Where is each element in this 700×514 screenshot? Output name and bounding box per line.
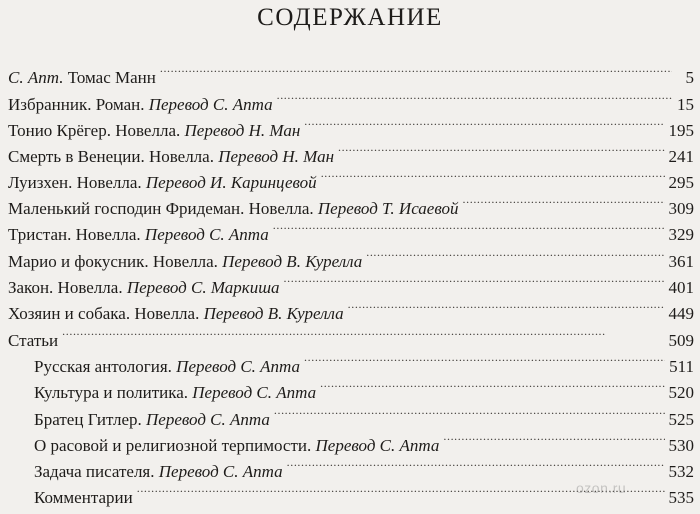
- entry-page-number: 401: [668, 278, 694, 297]
- entry-translator: Перевод Т. Исаевой: [317, 199, 459, 218]
- entry-text: [34, 461, 283, 483]
- entry-translator: Перевод С. Апта: [146, 410, 270, 429]
- dot-leader: [287, 455, 665, 477]
- dot-leader: [274, 403, 665, 425]
- entry-text: [8, 120, 300, 142]
- entry-title: Избранник. Роман.: [8, 95, 145, 114]
- toc-entry: [8, 218, 694, 246]
- entry-text: [34, 435, 439, 457]
- page-title: СОДЕРЖАНИЕ: [257, 4, 443, 31]
- dot-leader: [443, 429, 664, 451]
- entry-title: Хозяин и собака. Новелла.: [8, 304, 200, 323]
- entry-translator: Перевод С. Маркиша: [126, 278, 280, 297]
- entry-page-number: 5: [685, 68, 694, 87]
- entry-title: Томас Манн: [67, 68, 156, 87]
- toc-subentry: [34, 403, 694, 431]
- entry-translator: Перевод Н. Ман: [184, 121, 301, 140]
- entry-text: [8, 330, 58, 352]
- entry-page-number: 535: [668, 488, 694, 507]
- entry-text: [8, 67, 156, 89]
- entry-translator: Перевод Н. Ман: [218, 147, 334, 166]
- dot-leader: [273, 218, 665, 240]
- toc-entry: [8, 61, 694, 89]
- entry-translator: Перевод С. Апта: [192, 383, 317, 402]
- entry-text: [8, 198, 459, 220]
- entry-page-number: 532: [668, 462, 694, 481]
- entry-text: [8, 94, 273, 116]
- dot-leader: [366, 245, 664, 267]
- dot-leader: [284, 271, 665, 293]
- entry-translator: Перевод С. Апта: [148, 95, 273, 114]
- entry-title: Культура и политика.: [34, 383, 189, 402]
- entry-text: [8, 303, 344, 325]
- dot-leader: [463, 192, 665, 214]
- entry-title: Братец Гитлер.: [34, 410, 142, 429]
- entry-text: [8, 251, 362, 273]
- entry-page-number: 520: [668, 383, 694, 402]
- toc-entry: [8, 140, 694, 168]
- entry-title: Луизхен. Новелла.: [8, 173, 142, 192]
- entry-translator: Перевод В. Курелла: [203, 304, 344, 323]
- entry-page-number: 329: [668, 225, 694, 244]
- dot-leader: [304, 114, 664, 136]
- entry-text: [8, 224, 269, 246]
- toc-entry: [8, 192, 694, 220]
- entry-title: Марио и фокусник. Новелла.: [8, 252, 218, 271]
- entry-translator: Перевод С. Апта: [144, 225, 269, 244]
- entry-translator: Перевод С. Апта: [176, 357, 301, 376]
- entry-title: Маленький господин Фридеман. Новелла.: [8, 199, 314, 218]
- entry-page-number: 15: [677, 95, 694, 114]
- entry-page-number: 449: [668, 304, 694, 323]
- entry-page-number: 309: [668, 199, 694, 218]
- dot-leader: [338, 140, 665, 162]
- entry-page-number: 295: [668, 173, 694, 192]
- entry-title: Задача писателя.: [34, 462, 155, 481]
- toc-entry: [8, 271, 694, 299]
- entry-translator: Перевод С. Апта: [158, 462, 283, 481]
- entry-page-number: 195: [668, 121, 694, 140]
- entry-title: Тристан. Новелла.: [8, 225, 141, 244]
- toc-subentry: [34, 350, 694, 378]
- entry-text: [34, 409, 270, 431]
- toc-subentry: [34, 455, 694, 483]
- toc-entry: [8, 297, 694, 325]
- entry-translator: Перевод И. Каринцевой: [145, 173, 317, 192]
- entry-text: [8, 146, 334, 168]
- entry-translator: Перевод С. Апта: [315, 436, 440, 455]
- dot-leader: [321, 166, 665, 188]
- dot-leader: [320, 376, 664, 398]
- entry-title: Закон. Новелла.: [8, 278, 123, 297]
- entry-title: Статьи: [8, 331, 59, 350]
- dot-leader: [304, 350, 665, 372]
- entry-title: Смерть в Венеции. Новелла.: [8, 147, 214, 166]
- toc-entry: [8, 324, 694, 352]
- toc-subentry: [34, 429, 694, 457]
- dot-leader: [348, 297, 665, 319]
- entry-page-number: 525: [668, 410, 694, 429]
- entry-author: С. Апт.: [8, 68, 64, 87]
- dot-leader: [62, 324, 664, 346]
- entry-title: О расовой и религиозной терпимости.: [34, 436, 312, 455]
- entry-translator: Перевод В. Курелла: [222, 252, 363, 271]
- dot-leader: [160, 61, 672, 83]
- dot-leader: [277, 88, 672, 110]
- entry-page-number: 511: [669, 357, 694, 376]
- toc-entry: [8, 114, 694, 142]
- toc-entry: [8, 88, 694, 116]
- toc-subentry: [34, 376, 694, 404]
- entry-page-number: 509: [668, 331, 694, 350]
- toc-entry: [8, 245, 694, 273]
- entry-title: Русская антология.: [34, 357, 172, 376]
- toc-entry: [8, 166, 694, 194]
- entry-page-number: 530: [668, 436, 694, 455]
- entry-title: Тонио Крёгер. Новелла.: [8, 121, 181, 140]
- entry-title: Комментарии: [34, 488, 133, 507]
- entry-text: [34, 382, 316, 404]
- entry-page-number: 361: [668, 252, 694, 271]
- entry-page-number: 241: [668, 147, 694, 166]
- entry-text: [34, 356, 300, 378]
- entry-text: [8, 277, 280, 299]
- watermark: ozon.ru: [576, 480, 627, 496]
- entry-text: [34, 487, 133, 509]
- entry-text: [8, 172, 317, 194]
